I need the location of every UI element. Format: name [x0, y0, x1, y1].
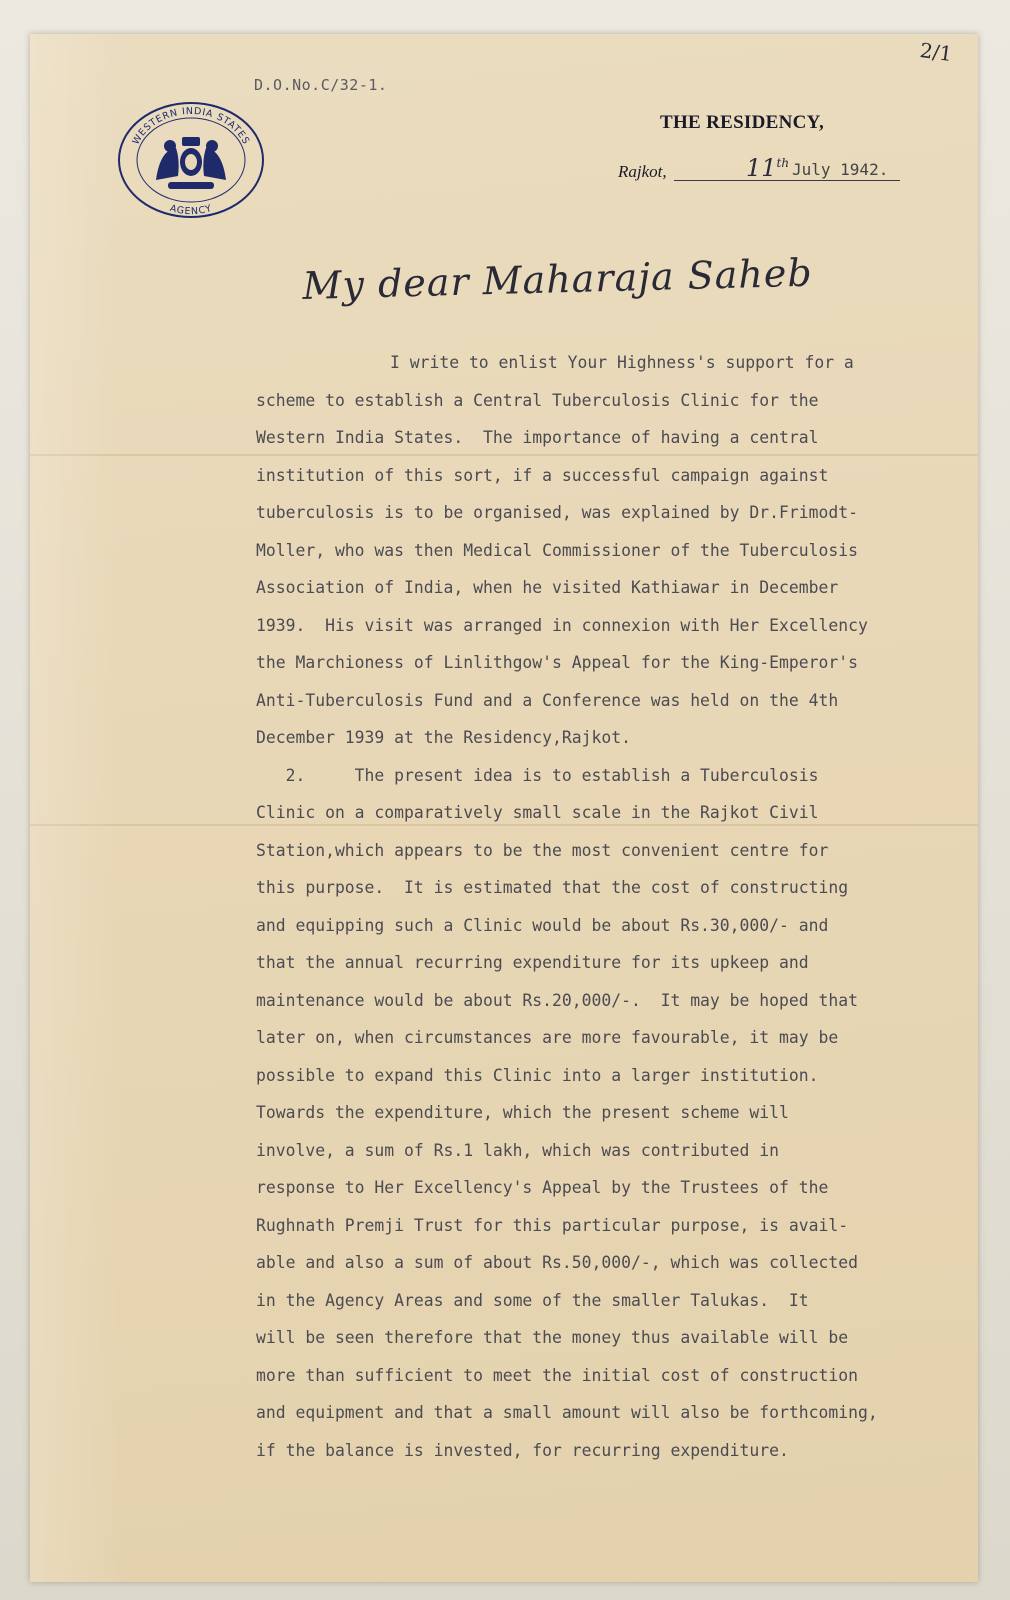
body-line: and equipping such a Clinic would be about Rs.30,000/- and: [256, 915, 829, 935]
place-label: Rajkot,: [618, 162, 667, 181]
page-marker: 2/1: [918, 37, 954, 67]
reference-number: D.O.No.C/32-1.: [254, 76, 388, 94]
body-line: Towards the expenditure, which the present scheme will: [256, 1103, 789, 1122]
handwritten-salutation: My dear Maharaja Saheb: [302, 250, 814, 308]
agency-seal: [116, 100, 266, 220]
seal-text-top: WESTERN INDIA STATES: [130, 105, 252, 147]
body-line: response to Her Excellency's Appeal by the Trustees of the: [256, 1178, 829, 1197]
body-line: institution of this sort, if a successful campaign against: [256, 465, 829, 485]
body-line: the Marchioness of Linlithgow's Appeal for the King-Emperor's: [256, 653, 858, 672]
svg-text:AGENCY: [169, 203, 214, 217]
body-line: maintenance would be about Rs.20,000/-. It may be hoped that: [256, 990, 858, 1010]
body-line: will be seen therefore that the money thus available will be: [256, 1328, 849, 1347]
body-line: involve, a sum of Rs.1 lakh, which was contributed in: [256, 1140, 780, 1160]
body-line: Moller, who was then Medical Commissioner of the Tuberculosis: [256, 540, 858, 560]
body-line: Clinic on a comparatively small scale in the Rajkot Civil: [256, 803, 819, 822]
body-line: more than sufficient to meet the initial cost of construction: [256, 1365, 858, 1385]
body-line: Station,which appears to be the most convenient centre for: [256, 840, 829, 860]
body-line: that the annual recurring expenditure for its upkeep and: [256, 953, 809, 972]
body-line: Rughnath Premji Trust for this particular purpose, is avail-: [256, 1215, 849, 1235]
date-line: [618, 152, 918, 182]
body-line: 2. The present idea is to establish a Tuberculosis: [256, 765, 819, 785]
body-line: if the balance is invested, for recurring expenditure.: [256, 1440, 789, 1460]
body-line: possible to expand this Clinic into a larger institution.: [256, 1065, 819, 1085]
body-line: I write to enlist Your Highness's support for a: [390, 353, 854, 372]
seal-text-bottom: AGENCY: [168, 202, 214, 218]
body-line: this purpose. It is estimated that the cost of constructing: [256, 878, 849, 897]
date-day: 11th: [746, 154, 790, 182]
date-month-year: July 1942.: [792, 160, 889, 179]
body-line: Association of India, when he visited Kathiawar in December: [256, 578, 839, 597]
body-line: able and also a sum of about Rs.50,000/-, which was collected: [256, 1253, 858, 1272]
body-line: and equipment and that a small amount will also be forthcoming,: [256, 1403, 878, 1422]
body-line: in the Agency Areas and some of the smaller Talukas. It: [256, 1290, 809, 1310]
letter-body: [256, 344, 956, 1469]
body-line: scheme to establish a Central Tuberculosis Clinic for the: [256, 390, 819, 410]
sheet-shading: [30, 34, 120, 1582]
body-line: tuberculosis is to be organised, was explained by Dr.Frimodt-: [256, 503, 858, 522]
body-line: Western India States. The importance of having a central: [256, 428, 819, 447]
body-line: later on, when circumstances are more favourable, it may be: [256, 1028, 839, 1047]
body-line: 1939. His visit was arranged in connexion with Her Excellency: [256, 615, 868, 635]
body-line: Anti-Tuberculosis Fund and a Conference was held on the 4th: [256, 690, 839, 710]
letterhead-residency: THE RESIDENCY,: [660, 112, 824, 133]
body-line: December 1939 at the Residency,Rajkot.: [256, 728, 631, 747]
